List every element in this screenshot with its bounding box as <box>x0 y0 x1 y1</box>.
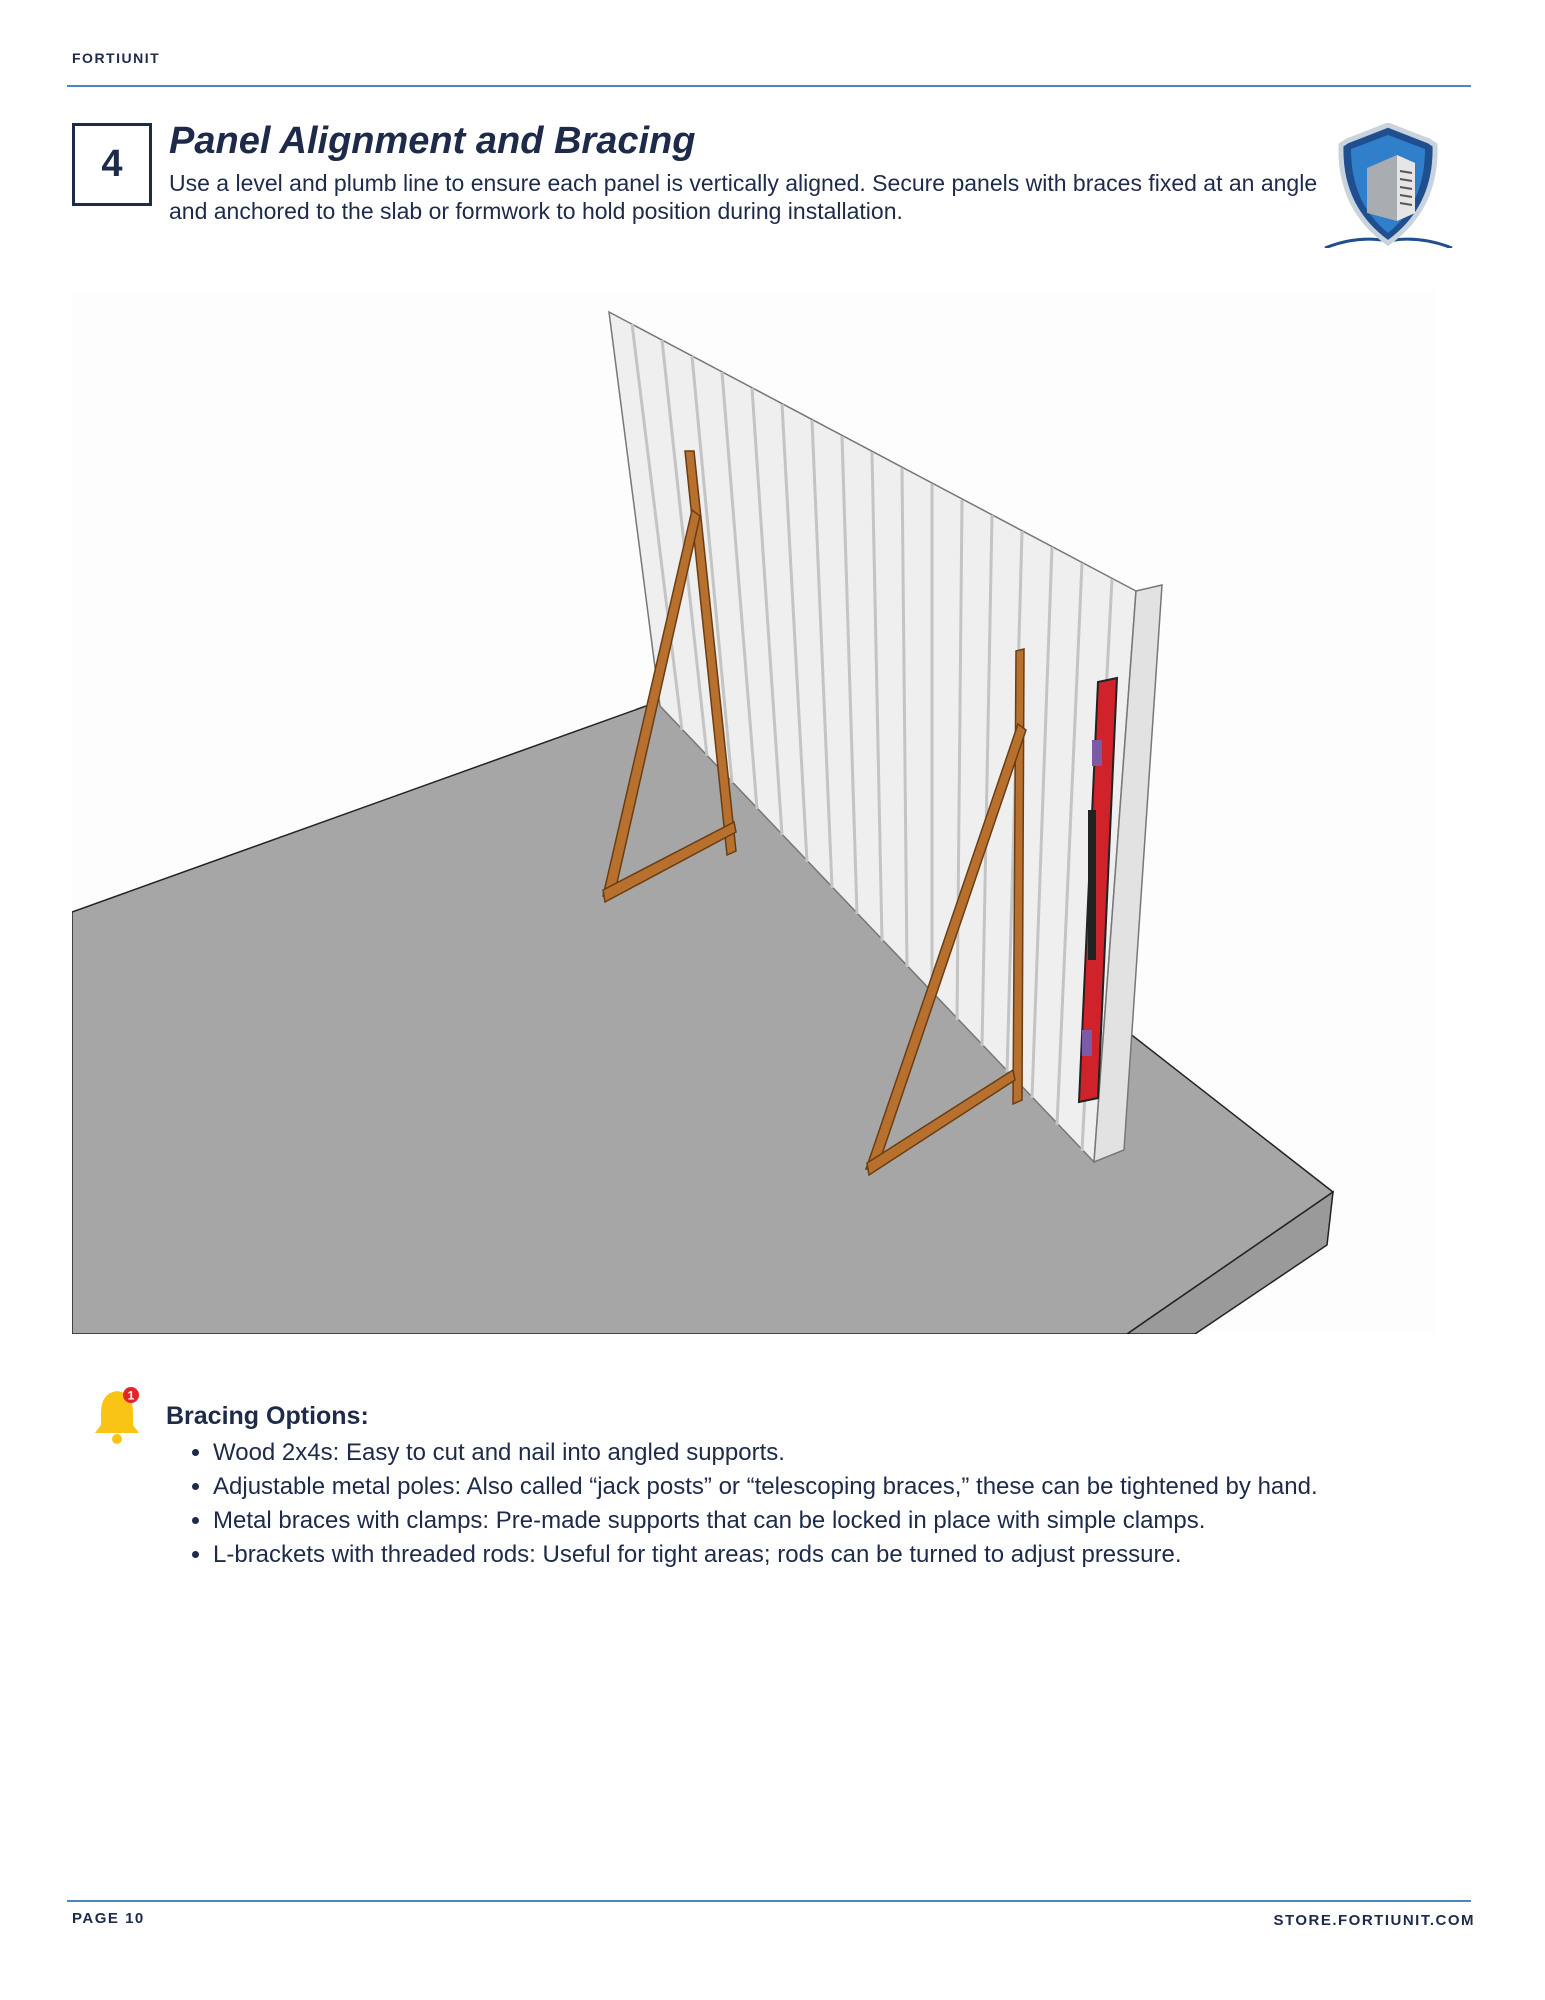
bell-notification-icon <box>91 1385 143 1445</box>
store-link[interactable]: STORE.FORTIUNIT.COM <box>1273 1912 1475 1929</box>
page-number: PAGE 10 <box>72 1910 145 1927</box>
list-item: • Metal braces with clamps: Pre-made supports that can be locked in place with simple clamps. <box>213 1504 1318 1538</box>
header-divider <box>67 85 1471 87</box>
step-number-box <box>72 123 152 206</box>
footer-divider <box>67 1900 1471 1902</box>
bell-badge-count: 1 <box>127 1388 135 1403</box>
step-description: Use a level and plumb line to ensure each panel is vertically aligned. Secure panels with braces fixed at an angle and anchored to the slab or formwork to hold position during installation. <box>169 170 1318 224</box>
list-item: • L-brackets with threaded rods: Useful for tight areas; rods can be turned to adjust pressure. <box>213 1538 1318 1572</box>
header-brand: FORTIUNIT <box>72 50 161 66</box>
step-title: Panel Alignment and Bracing <box>169 120 696 162</box>
panel-bracing-illustration <box>72 290 1435 1334</box>
bracing-options-list <box>187 1436 1318 1572</box>
step-number: 4 <box>101 143 123 185</box>
list-item: • Adjustable metal poles: Also called “jack posts” or “telescoping braces,” these can be tightened by hand. <box>213 1470 1318 1504</box>
bracing-options-title: Bracing Options: <box>166 1402 369 1430</box>
fortiunit-shield-logo <box>1317 123 1460 248</box>
list-item: • Wood 2x4s: Easy to cut and nail into angled supports. <box>213 1436 1318 1470</box>
